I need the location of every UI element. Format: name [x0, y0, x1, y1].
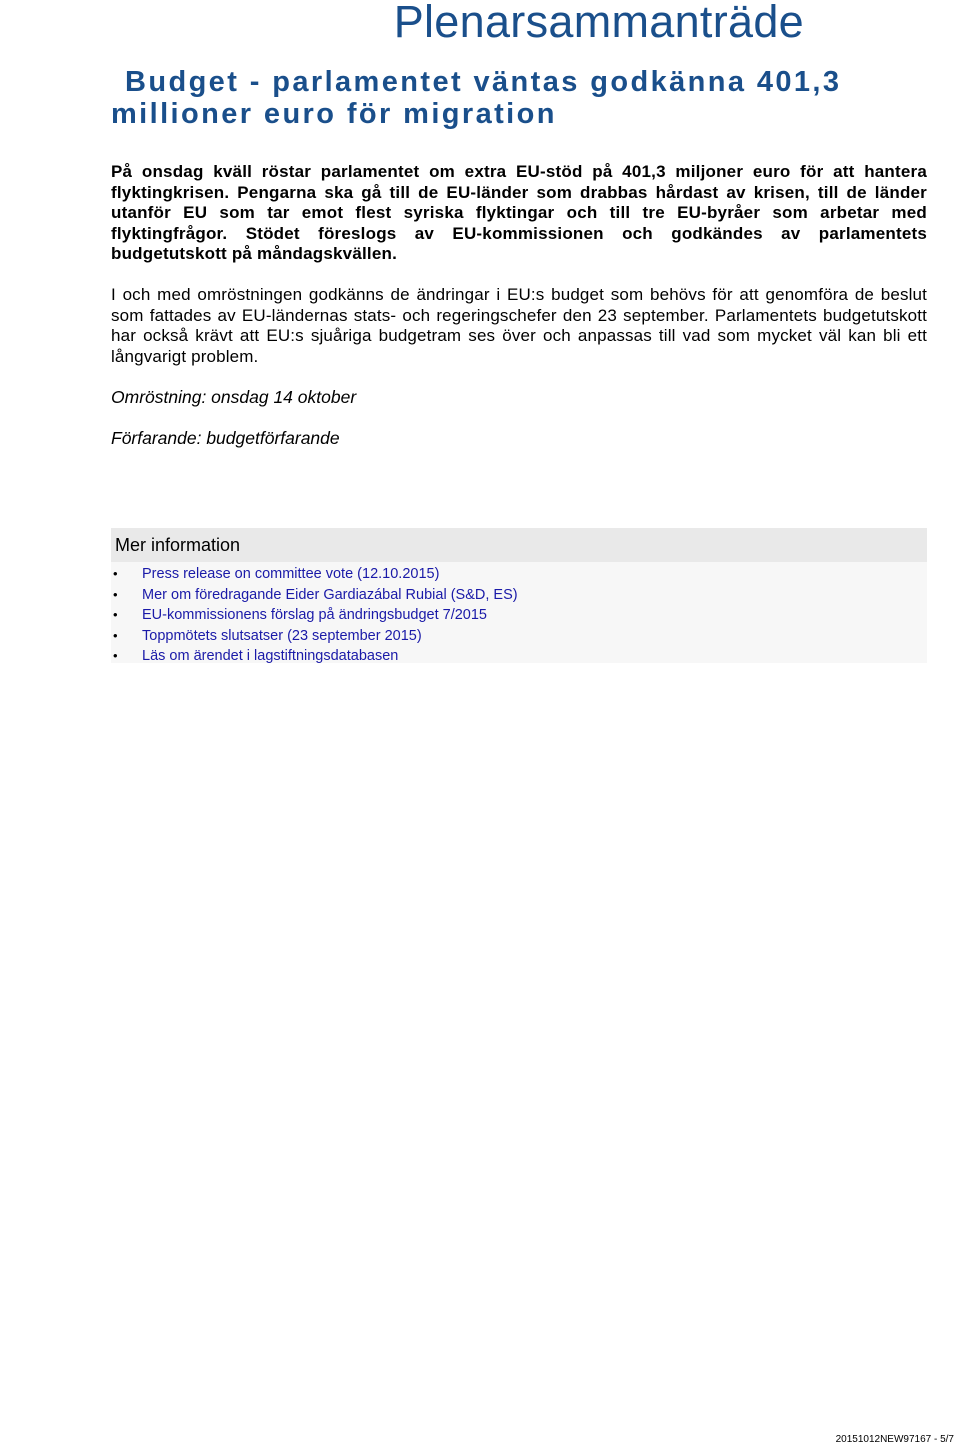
bullet-icon: •: [113, 566, 118, 581]
bullet-icon: •: [113, 627, 118, 643]
section-title: Plenarsammanträde: [393, 0, 804, 47]
link-press-release[interactable]: Press release on committee vote (12.10.2015): [142, 566, 440, 582]
link-legislative-observatory[interactable]: Läs om ärendet i lagstiftningsdatabasen: [142, 648, 399, 664]
vote-date: Omröstning: onsdag 14 oktober: [111, 387, 357, 407]
bullet-icon: •: [113, 648, 118, 663]
document-reference: 20151012NEW97167 - 5/7: [835, 1434, 954, 1445]
link-commission-proposal[interactable]: EU-kommissionens förslag på ändringsbudget 7/2015: [142, 607, 487, 623]
more-info-heading: Mer information: [111, 528, 927, 562]
list-item: [111, 605, 927, 626]
link-summit-conclusions[interactable]: Toppmötets slutsatser (23 september 2015): [142, 627, 422, 644]
bullet-icon: •: [113, 607, 118, 622]
list-item: [111, 585, 927, 606]
procedure-type: Förfarande: budgetförfarande: [111, 428, 340, 448]
article-body: I och med omröstningen godkänns de ändringar i EU:s budget som behövs för att genomföra de beslut som fattades av EU-ländernas stats- och regeringschefer den 23 september. Parlamentets budgetutskott har också krävt att EU:s sjuåriga budgetram ses över och anpassas till vad som mycket väl kan bli ett långvarigt problem.: [111, 285, 927, 366]
list-item: [111, 646, 927, 667]
more-info-box: [111, 528, 927, 663]
link-rapporteur[interactable]: Mer om föredragande Eider Gardiazábal Rubial (S&D, ES): [142, 586, 518, 603]
list-item: [111, 564, 927, 585]
more-info-links: [111, 562, 927, 667]
article-lead: På onsdag kväll röstar parlamentet om extra EU-stöd på 401,3 miljoner euro för att hantera flyktingkrisen. Pengarna ska gå till de EU-länder som drabbas hårdast av krisen, till de länder utanför EU som tar emot flest syriska flyktingar och till tre EU-byråer som arbetar med flyktingfrågor. Stödet föreslogs av EU-kommissionen och godkändes av parlamentets budgetutskott på måndagskvällen.: [111, 162, 927, 263]
article-title: Budget - parlamentet väntas godkänna 401,3 millioner euro för migration: [111, 66, 842, 130]
bullet-icon: •: [113, 586, 118, 602]
list-item: [111, 626, 927, 647]
